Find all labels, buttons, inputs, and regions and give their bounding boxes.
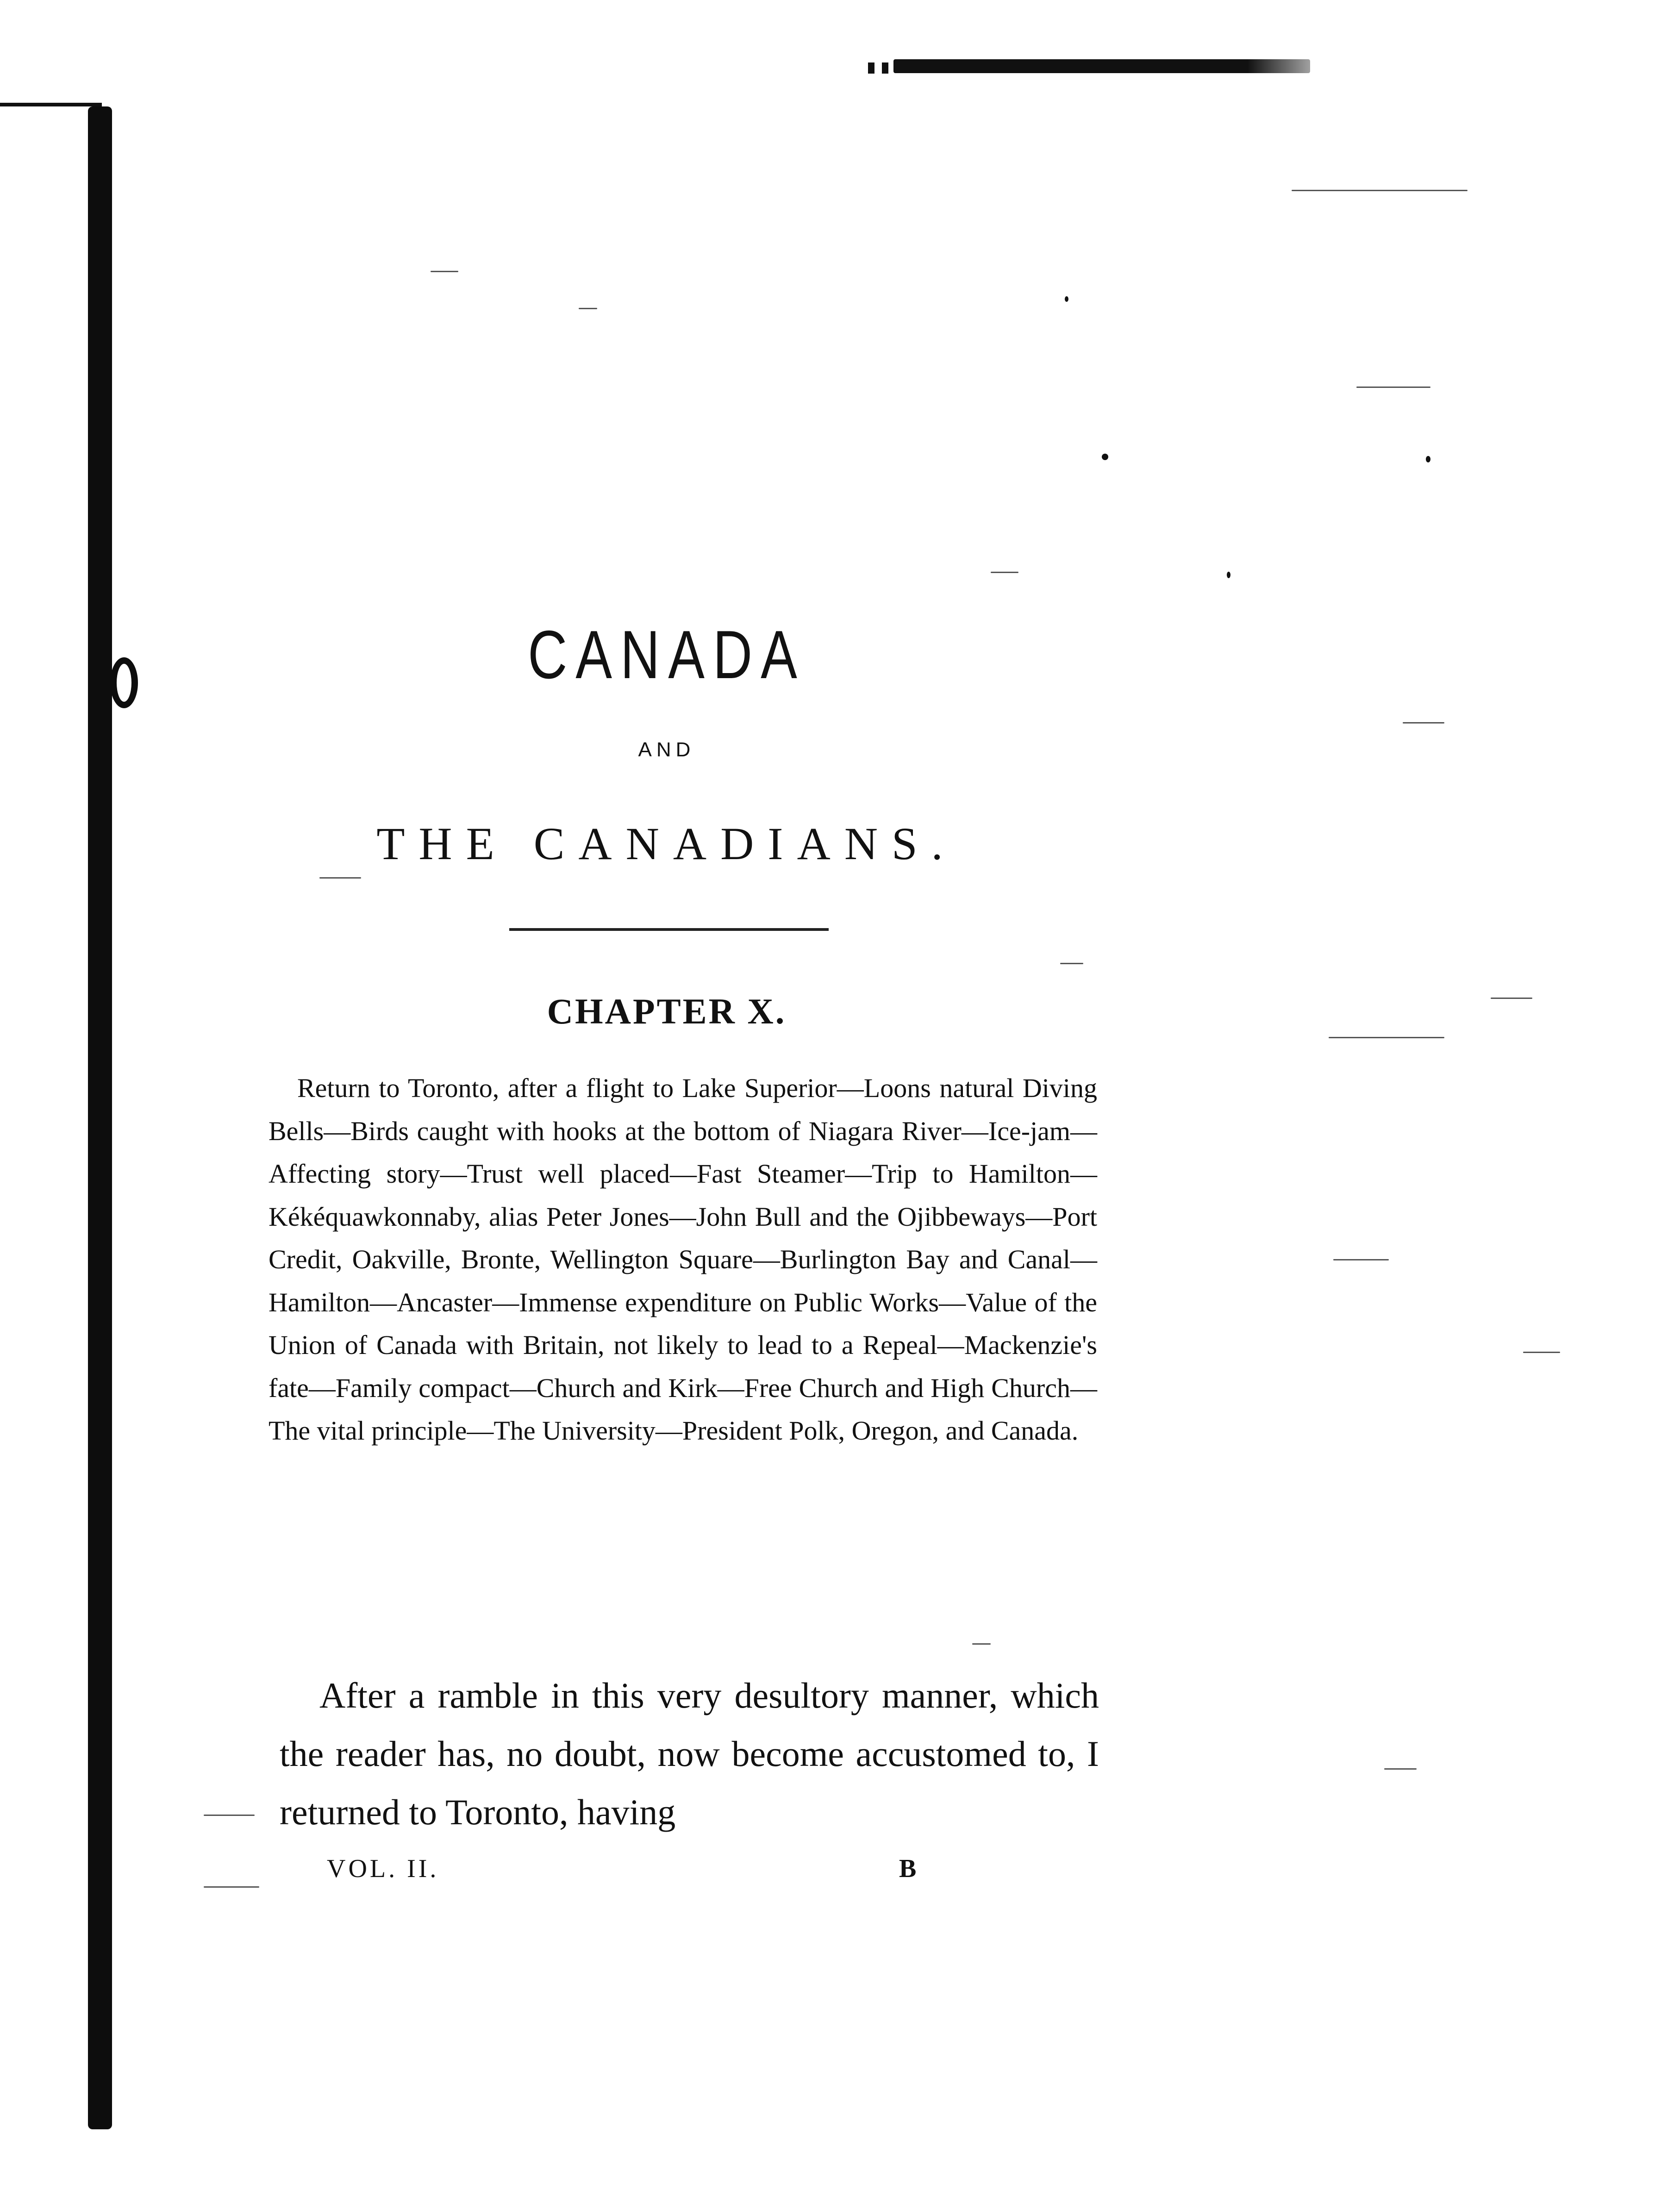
body-paragraph: After a ramble in this very desultory manner, which the reader has, no doubt, now become accustomed to, I returned to Toronto, having — [280, 1675, 1099, 1832]
book-title-line-2: AND — [638, 738, 695, 761]
scan-speck — [1060, 963, 1083, 964]
scan-speck — [1523, 1352, 1560, 1353]
binding-shadow — [88, 106, 112, 2129]
scan-speck — [972, 1643, 991, 1645]
scan-speck — [431, 271, 458, 272]
scan-ink-blot — [1065, 296, 1068, 302]
scan-speck — [579, 308, 597, 309]
scan-speck — [204, 1886, 259, 1888]
scan-speck — [1356, 387, 1430, 388]
scan-speck — [1329, 1037, 1444, 1038]
scan-edge-rule — [0, 103, 102, 106]
scan-speck — [1491, 998, 1532, 999]
scan-mark — [868, 62, 874, 74]
scan-speck — [1384, 1768, 1417, 1770]
scan-mark — [882, 62, 888, 74]
scan-ink-blot — [1426, 456, 1430, 462]
chapter-heading: CHAPTER X. — [547, 991, 787, 1031]
scan-speck — [319, 877, 361, 879]
scan-ink-blot — [1227, 572, 1230, 578]
scan-speck — [204, 1815, 255, 1816]
volume-mark: VOL. II. — [327, 1854, 439, 1883]
scan-ink-blot — [1102, 454, 1108, 460]
chapter-summary: Return to Toronto, after a flight to Lake Superior—Loons natural Diving Bells—Birds caught with hooks at the bottom of Niagara River—Ice-jam—Affecting story—Trust well placed—Fast Steamer—Trip to Hamilton—Kékéquawkonnaby, alias Peter Jones—John Bull and the Ojibbeways—Port Credit, Oakville, Bronte, Wellington Square—Burlington Bay and Canal—Hamilton—Ancaster—Immense expenditure on Public Works—Value of the Union of Canada with Britain, not likely to lead to a Repeal—Mackenzie's fate—Family compact—Church and Kirk—Free Church and High Church—The vital principle—The University—President Polk, Oregon, and Canada. — [269, 1073, 1097, 1446]
signature-mark: B — [899, 1854, 917, 1883]
scan-top-edge-bar — [893, 59, 1310, 73]
book-title-line-3: THE CANADIANS. — [376, 818, 957, 869]
scan-speck — [1403, 722, 1444, 724]
scan-speck — [1292, 190, 1468, 191]
scan-speck — [1333, 1259, 1389, 1260]
scan-speck — [991, 572, 1018, 573]
title-divider — [509, 928, 829, 931]
book-title-line-1: CANADA — [528, 617, 806, 693]
